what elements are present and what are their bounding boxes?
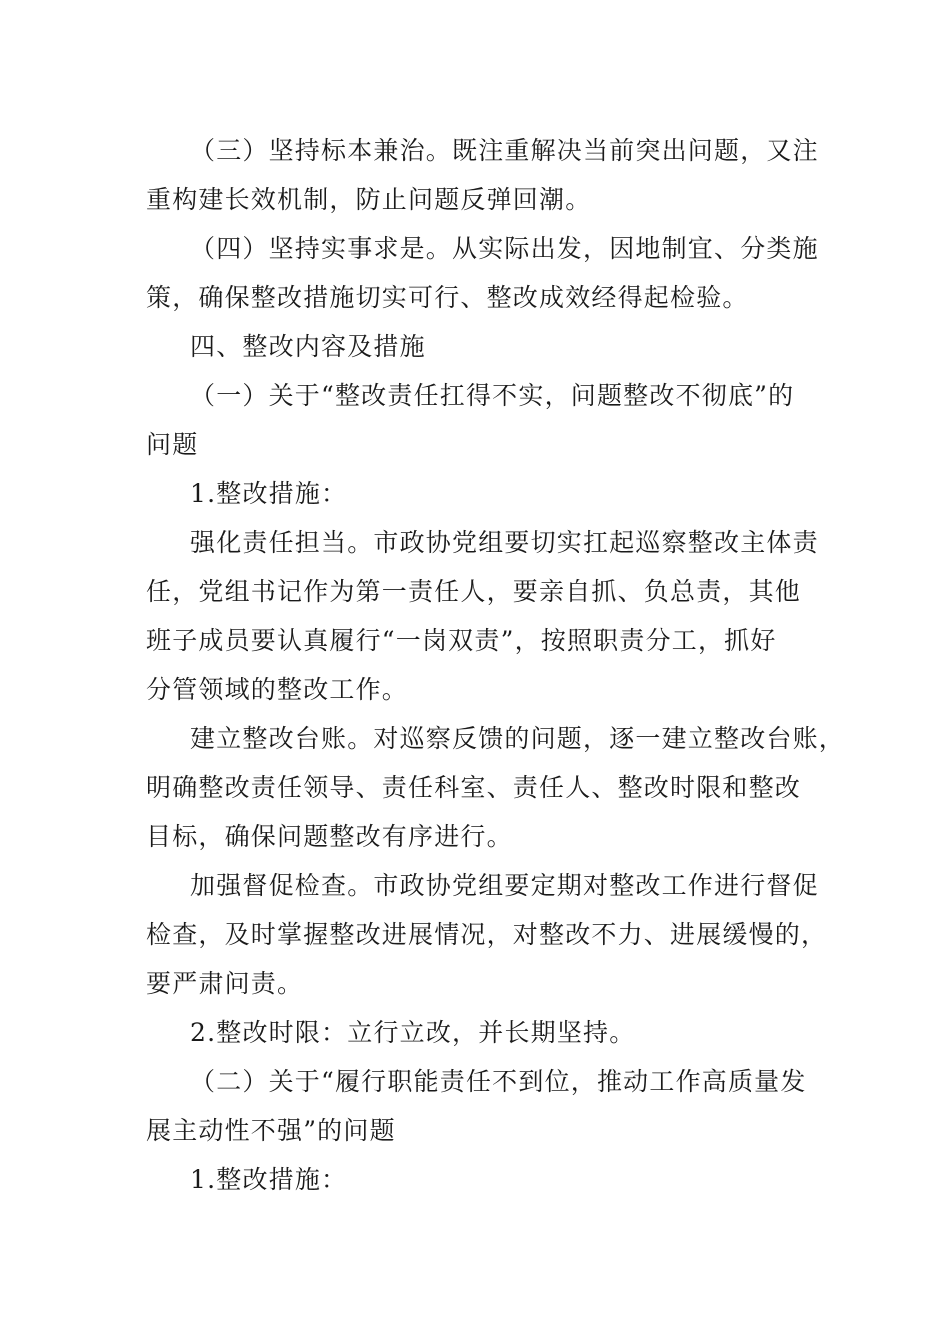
document-line: 明确整改责任领导、责任科室、责任人、整改时限和整改 (146, 773, 802, 802)
document-line: 展主动性不强”的问题 (146, 1116, 396, 1145)
document-line: 任，党组书记作为第一责任人，要亲自抓、负总责，其他 (146, 577, 802, 606)
document-line: 1.整改措施： (190, 479, 348, 508)
document-line: 要严肃问责。 (146, 969, 304, 998)
document-line: 目标，确保问题整改有序进行。 (146, 822, 513, 851)
document-line: （三）坚持标本兼治。既注重解决当前突出问题，又注 (190, 136, 819, 165)
document-line: 策，确保整改措施切实可行、整改成效经得起检验。 (146, 283, 749, 312)
document-line: 重构建长效机制，防止问题反弹回潮。 (146, 185, 592, 214)
document-line: 检查，及时掌握整改进展情况，对整改不力、进展缓慢的， (146, 920, 828, 949)
document-line: （四）坚持实事求是。从实际出发，因地制宜、分类施 (190, 234, 819, 263)
document-line: （二）关于“履行职能责任不到位，推动工作高质量发 (190, 1067, 807, 1096)
document-line: 1.整改措施： (190, 1165, 348, 1194)
document-line: 2.整改时限：立行立改，并长期坚持。 (190, 1018, 636, 1047)
document-line: 四、整改内容及措施 (190, 332, 426, 361)
document-line: 班子成员要认真履行“一岗双责”，按照职责分工，抓好 (146, 626, 777, 655)
document-line: 加强督促检查。市政协党组要定期对整改工作进行督促 (190, 871, 819, 900)
document-line: 分管领域的整改工作。 (146, 675, 409, 704)
document-line: 强化责任担当。市政协党组要切实扛起巡察整改主体责 (190, 528, 819, 557)
document-line: 建立整改台账。对巡察反馈的问题，逐一建立整改台账， (190, 724, 846, 753)
document-line: （一）关于“整改责任扛得不实，问题整改不彻底”的 (190, 381, 795, 410)
document-body (146, 126, 846, 1204)
document-line: 问题 (146, 430, 199, 459)
